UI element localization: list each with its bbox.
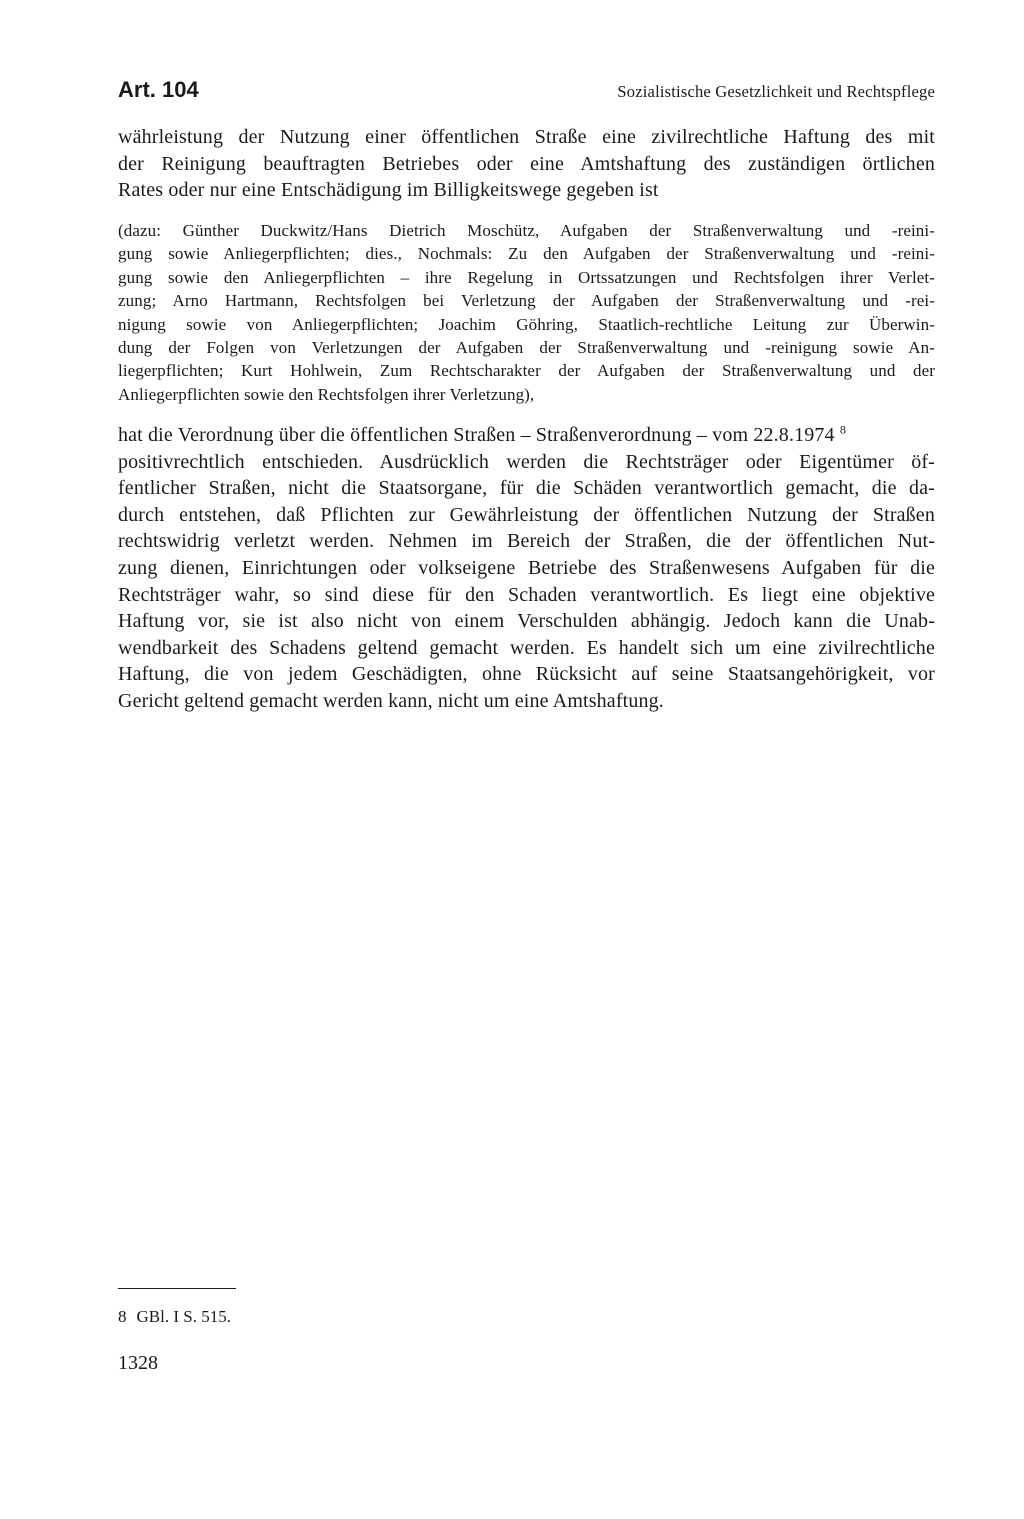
paragraph-main	[118, 422, 935, 715]
text-line: gung sowie den Anliegerpflichten – ihre Regelung in Ortssatzungen und Rechtsfolgen ihrer Verlet-	[118, 267, 935, 287]
article-number: Art. 104	[118, 77, 199, 102]
text-line: (dazu: Günther Duckwitz/Hans Dietrich Moschütz, Aufgaben der Straßenverwaltung und -reini-	[118, 221, 935, 240]
text-line: Anliegerpflichten sowie den Rechtsfolgen ihrer Verletzung),	[118, 384, 535, 404]
text-line: Gericht geltend gemacht werden kann, nicht um eine Amtshaftung.	[118, 689, 664, 712]
text-line-with-footnote	[118, 422, 935, 449]
text-line: nigung sowie von Anliegerpflichten; Joachim Göhring, Staatlich-rechtliche Leitung zur Überwin-	[118, 314, 935, 334]
text-line: währleistung der Nutzung einer öffentlichen Straße eine zivilrechtliche Haftung des mit	[118, 126, 935, 148]
text-line: wendbarkeit des Schadens geltend gemacht werden. Es handelt sich um eine zivilrechtliche	[118, 636, 935, 659]
text-line: fentlicher Straßen, nicht die Staatsorgane, für die Schäden verantwortlich gemacht, die da-	[118, 477, 935, 500]
text-line: gung sowie Anliegerpflichten; dies., Nochmals: Zu den Aufgaben der Straßenverwaltung und -reini-	[118, 244, 935, 264]
paragraph-continuation	[118, 124, 935, 204]
running-header-title: Sozialistische Gesetzlichkeit und Rechtspflege	[617, 82, 935, 101]
text-line: zung dienen, Einrichtungen oder volkseigene Betriebe des Straßenwesens Aufgaben für die	[118, 556, 935, 579]
text-line: Haftung, die von jedem Geschädigten, ohne Rücksicht auf seine Staatsangehörigkeit, vor	[118, 663, 935, 686]
text-line: Rates oder nur eine Entschädigung im Billigkeitswege gegeben ist	[118, 179, 659, 202]
text-line: hat die Verordnung über die öffentlichen Straßen – Straßenverordnung – vom 22.8.1974	[118, 424, 835, 446]
text-line: durch entstehen, daß Pflichten zur Gewährleistung der öffentlichen Nutzung der Straßen	[118, 503, 935, 526]
text-line: positivrechtlich entschieden. Ausdrücklich werden die Rechtsträger oder Eigentümer öf-	[118, 450, 935, 473]
text-line: Rechtsträger wahr, so sind diese für den Schaden verantwortlich. Es liegt eine objektive	[118, 583, 935, 606]
footnote-reference[interactable]: 8	[839, 422, 847, 437]
text-line: zung; Arno Hartmann, Rechtsfolgen bei Verletzung der Aufgaben der Straßenverwaltung und -rei-	[118, 291, 935, 311]
footnote-number: 8	[118, 1307, 127, 1326]
text-line: der Reinigung beauftragten Betriebes oder eine Amtshaftung des zuständigen örtlichen	[118, 152, 935, 175]
footnote-text: GBl. I S. 515.	[136, 1307, 231, 1326]
text-line: liegerpflichten; Kurt Hohlwein, Zum Rechtscharakter der Aufgaben der Straßenverwaltung und der	[118, 361, 935, 381]
footnote	[118, 1305, 231, 1329]
literature-references	[118, 219, 935, 406]
text-line: rechtswidrig verletzt werden. Nehmen im Bereich der Straßen, die der öffentlichen Nut-	[118, 530, 935, 553]
text-line: Haftung vor, sie ist also nicht von einem Verschulden abhängig. Jedoch kann die Unab-	[118, 610, 935, 633]
footnote-divider	[118, 1288, 236, 1289]
text-line: dung der Folgen von Verletzungen der Aufgaben der Straßenverwaltung und -reinigung sowie An-	[118, 338, 935, 358]
page-number: 1328	[118, 1352, 158, 1374]
